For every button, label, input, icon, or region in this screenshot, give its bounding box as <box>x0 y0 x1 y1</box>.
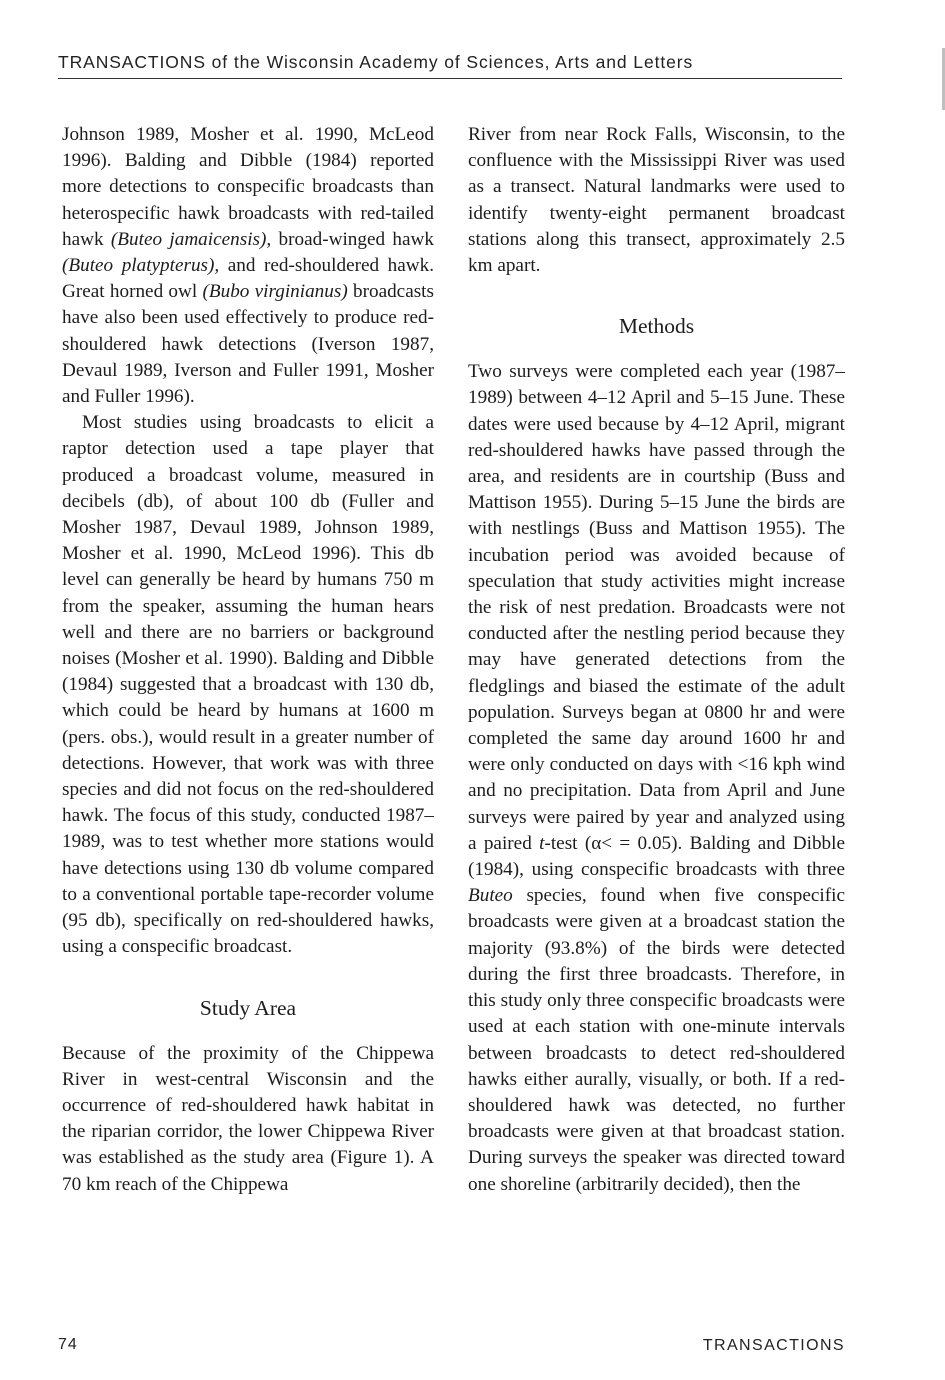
species-name: (Buteo jamaicensis), <box>110 228 272 250</box>
italic-term: t <box>539 832 545 854</box>
text-run: species, found when five conspecific broadcasts were given at a broadcast station the majority (93.8%) of the birds were detected during the first three broadcasts. Therefore, in this study only three conspecific broadcasts were used at each station with one-minute intervals between broadcasts to detect red-shouldered hawks either aurally, visually, or both. If a red-shouldered hawk was detected, no further broadcasts were given at that broadcast station. During surveys the speaker was directed toward one shoreline (arbitrarily decided), then the <box>468 885 845 1195</box>
left-column <box>62 122 434 1198</box>
footer-title: TRANSACTIONS <box>702 1337 845 1354</box>
left-paragraph-3: Because of the proximity of the Chippewa River in west-central Wisconsin and the occurrence of red-shouldered hawk habitat in the riparian corridor, the lower Chippewa River was established as the study area (Figure 1). A 70 km reach of the Chippewa <box>62 1042 434 1195</box>
left-paragraph-1 <box>62 122 434 410</box>
study-area-heading: Study Area <box>199 995 297 1020</box>
text-run: broad-winged hawk <box>271 228 434 250</box>
text-run: broadcasts have also been used effectively to produce red-shouldered hawk detections (Iverson 1987, Devaul 1989, Iverson and Fuller 1991, Mosher and Fuller 1996). <box>62 281 434 408</box>
page-number: 74 <box>58 1336 78 1353</box>
species-name: (Buteo platypterus), <box>62 255 220 277</box>
header-rule <box>58 78 842 79</box>
text-run: and red-shouldered hawk. Great horned owl <box>62 255 434 303</box>
text-run: Johnson 1989, Mosher et al. 1990, McLeod 1996). Balding and Dibble (1984) reported more detections to conspecific broadcasts than heterospecific hawk broadcasts with red-tailed hawk <box>62 124 434 250</box>
methods-heading: Methods <box>618 314 695 339</box>
right-paragraph-1: River from near Rock Falls, Wisconsin, to the confluence with the Mississippi River was used as a transect. Natural landmarks were used to identify twenty-eight permanent broadcast stations along this transect, approximately 2.5 km apart. <box>468 124 845 277</box>
left-paragraph-2: Most studies using broadcasts to elicit a raptor detection used a tape player that produced a broadcast volume, measured in decibels (db), of about 100 db (Fuller and Mosher 1987, Devaul 1989, Johnson 1989, Mosher et al. 1990, McLeod 1996). This db level can generally be heard by humans 750 m from the speaker, assuming the human hears well and there are no barriers or background noises (Mosher et al. 1990). Balding and Dibble (1984) suggested that a broadcast with 130 db, which could be heard by humans at 1600 m (pers. obs.), would result in a greater number of detections. However, that work was with three species and did not focus on the red-shouldered hawk. The focus of this study, conducted 1987–1989, was to test whether more stations would have detections using 130 db volume compared to a conventional portable tape-recorder volume (95 db), specifically on red-shouldered hawks, using a conspecific broadcast. <box>62 412 434 958</box>
right-column <box>468 122 845 1198</box>
text-run: -test (α< = 0.05). Balding and Dibble (1984), using conspecific broadcasts with three <box>468 832 845 881</box>
running-head: TRANSACTIONS of the Wisconsin Academy of Sciences, Arts and Letters <box>58 52 694 72</box>
species-name: (Bubo virginianus) <box>202 281 348 303</box>
text-run: Two surveys were completed each year (1987–1989) between 4–12 April and 5–15 June. These dates were used because by 4–12 April, migrant red-shouldered hawks have passed through the area, and residents are in courtship (Buss and Mattison 1955). During 5–15 June the birds are with nestlings (Buss and Mattison 1955). The incubation period was avoided because of speculation that study activities might increase the risk of nest predation. Broadcasts were not conducted after the nestling period because they may have generated detections from the fledglings and biased the estimate of the adult population. Surveys began at 0800 hr and were completed the same day around 1600 hr and were only conducted on days with <16 kph wind and no precipitation. Data from April and June surveys were paired by year and analyzed using a paired <box>468 361 845 854</box>
genus-name: Buteo <box>468 885 513 907</box>
right-paragraph-2 <box>468 359 845 1198</box>
